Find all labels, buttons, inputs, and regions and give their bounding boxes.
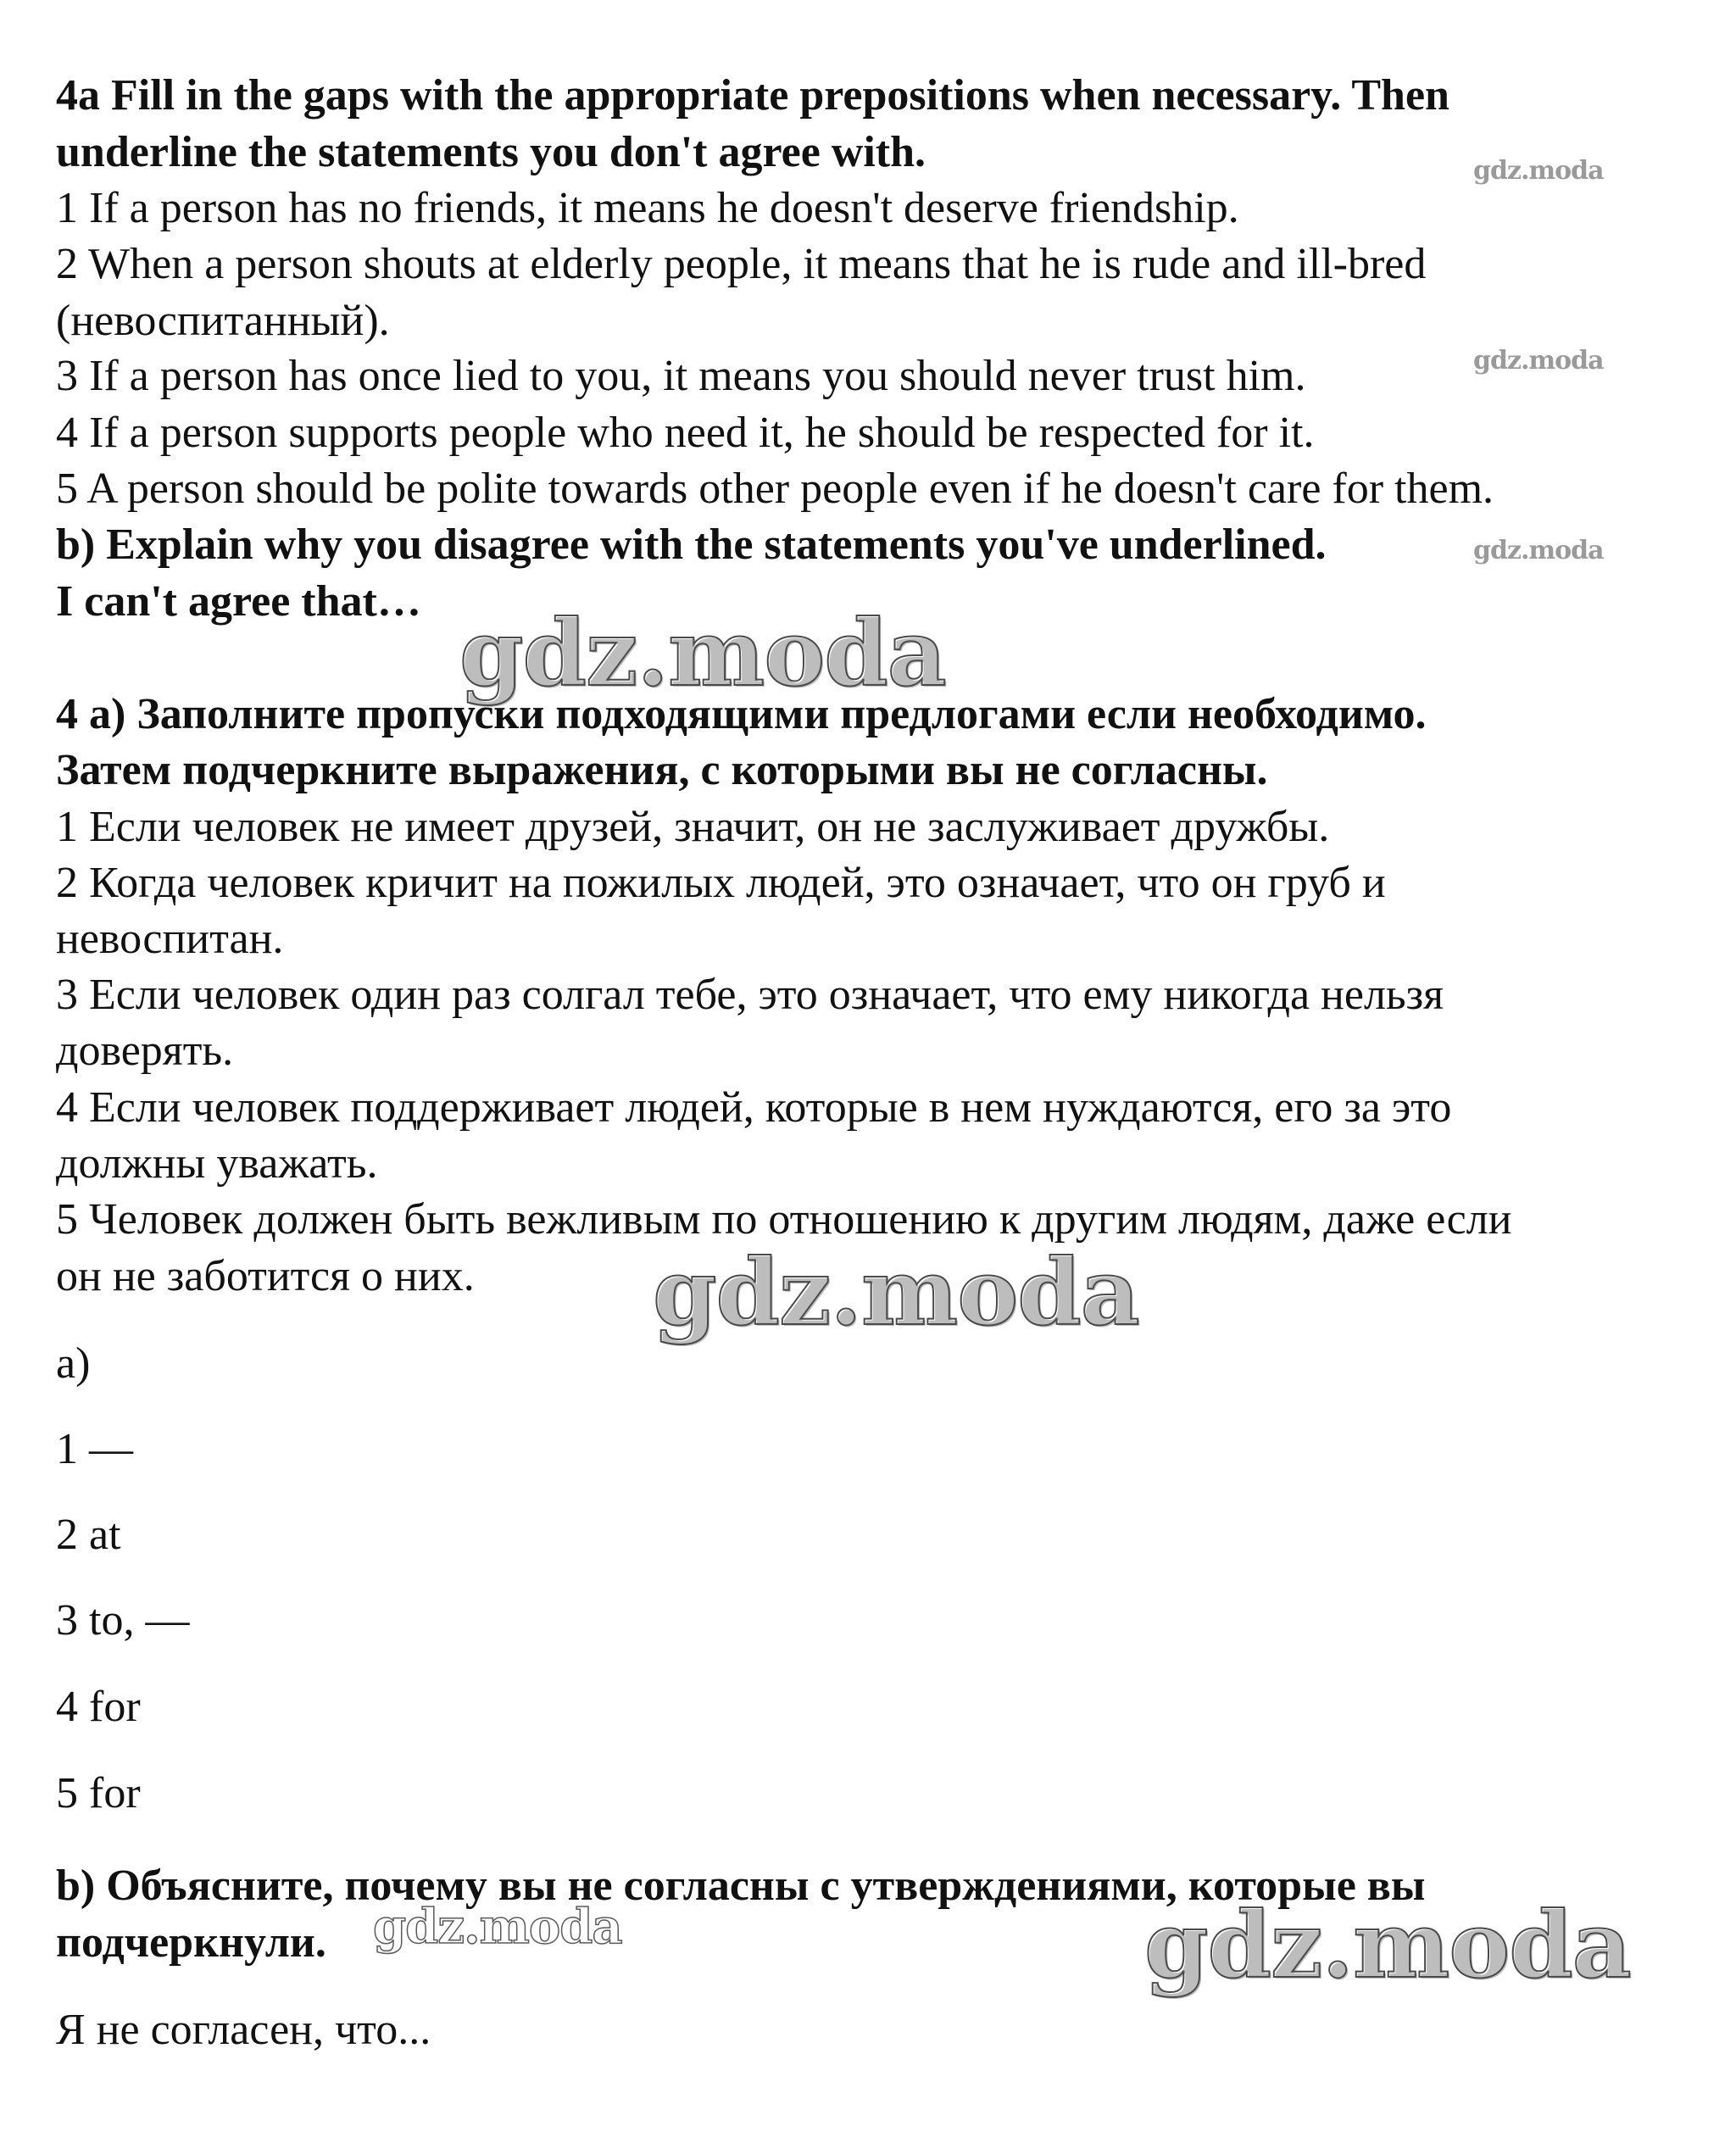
statement-en-2-line1: 2 When a person shouts at elderly people, it means that he is rude and ill-bred bbox=[56, 240, 1427, 288]
watermark-small: gdz.moda bbox=[1473, 346, 1604, 376]
watermark-large: gdz.moda bbox=[653, 1239, 1139, 1346]
part-b-answer-ru: Я не согласен, что... bbox=[56, 2006, 431, 2054]
statement-ru-1: 1 Если человек не имеет друзей, значит, он не заслуживает дружбы. bbox=[56, 803, 1330, 851]
statement-ru-5-line1: 5 Человек должен быть вежливым по отношению к другим людям, даже если bbox=[56, 1195, 1512, 1244]
watermark-large: gdz.moda bbox=[459, 600, 946, 707]
part-b-heading-en: b) Explain why you disagree with the statements you've underlined. bbox=[56, 520, 1327, 569]
part-b-prompt-en: I can't agree that… bbox=[56, 577, 421, 626]
statement-ru-4-line1: 4 Если человек поддерживает людей, которые в нем нуждаются, его за это bbox=[56, 1083, 1452, 1132]
answer-item-3: 3 to, — bbox=[56, 1596, 190, 1645]
task-heading-ru-line1: 4 а) Заполните пропуски подходящими предлогами если необходимо. bbox=[56, 690, 1427, 738]
answer-item-4: 4 for bbox=[56, 1683, 141, 1731]
watermark-small: gdz.moda bbox=[1473, 156, 1604, 186]
statement-ru-2-line2: невоспитан. bbox=[56, 915, 284, 963]
part-b-heading-ru-line2: подчеркнули. bbox=[56, 1918, 326, 1967]
task-heading-en-line1: 4a Fill in the gaps with the appropriate prepositions when necessary. Then bbox=[56, 71, 1449, 120]
watermark-medium: gdz.moda bbox=[373, 1899, 622, 1955]
statement-ru-3-line2: доверять. bbox=[56, 1027, 234, 1075]
watermark-large: gdz.moda bbox=[1144, 1892, 1631, 1999]
statement-en-3: 3 If a person has once lied to you, it means you should never trust him. bbox=[56, 352, 1306, 400]
answer-item-5: 5 for bbox=[56, 1769, 141, 1817]
answers-label: a) bbox=[56, 1339, 91, 1388]
statement-ru-2-line1: 2 Когда человек кричит на пожилых людей, это означает, что он груб и bbox=[56, 859, 1386, 907]
answer-item-2: 2 at bbox=[56, 1511, 121, 1559]
statement-en-1: 1 If a person has no friends, it means he doesn't deserve friendship. bbox=[56, 184, 1239, 232]
statement-en-4: 4 If a person supports people who need it, he should be respected for it. bbox=[56, 409, 1315, 457]
statement-en-2-line2: (невоспитанный). bbox=[56, 297, 390, 345]
part-b-heading-ru-line1: b) Объясните, почему вы не согласны с утверждениями, которые вы bbox=[56, 1862, 1426, 1910]
task-heading-ru-line2: Затем подчеркните выражения, с которыми вы не согласны. bbox=[56, 746, 1268, 794]
statement-ru-5-line2: он не заботится о них. bbox=[56, 1252, 475, 1300]
statement-en-5: 5 A person should be polite towards other people even if he doesn't care for them. bbox=[56, 465, 1494, 513]
statement-ru-4-line2: должны уважать. bbox=[56, 1139, 378, 1188]
answer-item-1: 1 — bbox=[56, 1425, 133, 1473]
task-heading-en-line2: underline the statements you don't agree with. bbox=[56, 128, 926, 176]
watermark-small: gdz.moda bbox=[1473, 536, 1604, 565]
statement-ru-3-line1: 3 Если человек один раз солгал тебе, это означает, что ему никогда нельзя bbox=[56, 971, 1444, 1019]
